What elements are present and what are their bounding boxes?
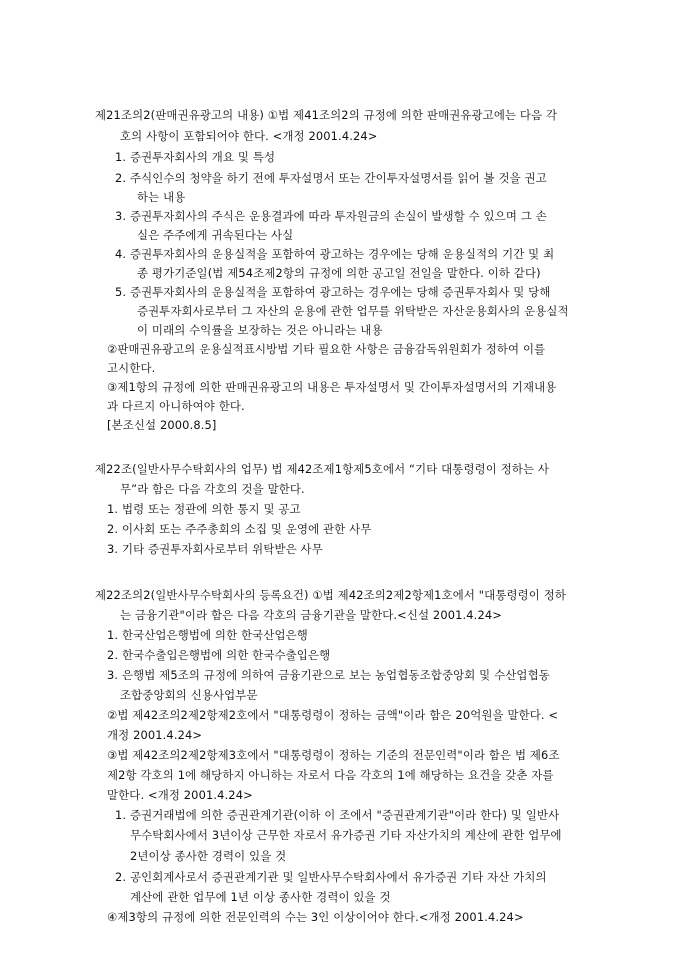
text-line: 개정 2001.4.24> [107, 728, 203, 742]
list-item: 3. 은행법 제5조의 규정에 의하여 금융기관으로 보는 농업협동조합중앙회 및 수산업협동 [107, 668, 550, 682]
text-line: 말한다. <개정 2001.4.24> [107, 788, 253, 802]
list-item: 1. 증권투자회사의 개요 및 특성 [115, 150, 276, 164]
text-line: 과 다르지 아니하여야 한다. [107, 399, 245, 413]
article-heading: 제22조의2(일반사무수탁회사의 등록요건) ①법 제42조의2제2항제1호에서 "대통령령이 정하 [95, 588, 567, 602]
list-item: 1. 법령 또는 정관에 의한 통지 및 공고 [107, 502, 301, 516]
list-item: 3. 기타 증권투자회사로부터 위탁받은 사무 [107, 542, 323, 556]
text-line: 실은 주주에게 귀속된다는 사실 [137, 228, 294, 242]
text-line: 호의 사항이 포함되어야 한다. <개정 2001.4.24> [120, 129, 378, 143]
paragraph: ②판매권유광고의 운용실적표시방법 기타 필요한 사항은 금융감독위원회가 정하여 이를 [107, 342, 546, 356]
text-line: 종 평가기준일(법 제54조제2항의 규정에 의한 공고일 전일을 말한다. 이하 같다) [137, 266, 541, 280]
text-line: 고시한다. [107, 361, 156, 375]
list-item: 2. 주식인수의 청약을 하기 전에 투자설명서 또는 간이투자설명서를 읽어 볼 것을 권고 [115, 171, 547, 185]
list-item: 1. 증권거래법에 의한 증권관계기관(이하 이 조에서 "증권관계기관"이라 한다) 및 일반사 [115, 808, 560, 822]
note-line: [본조신설 2000.8.5] [107, 418, 217, 432]
text-line: 계산에 관한 업무에 1년 이상 종사한 경력이 있을 것 [130, 890, 391, 904]
text-line: 는 금융기관"이라 함은 다음 각호의 금융기관을 말한다.<신설 2001.4.24> [120, 608, 502, 622]
list-item: 2. 이사회 또는 주주총회의 소집 및 운영에 관한 사무 [107, 522, 372, 536]
text-line: 이 미래의 수익률을 보장하는 것은 아니라는 내용 [137, 323, 383, 337]
text-line: 조합중앙회의 신용사업부문 [120, 688, 258, 702]
list-item: 4. 증권투자회사의 운용실적을 포함하여 광고하는 경우에는 당해 운용실적의 기간 및 최 [115, 247, 555, 261]
list-item: 2. 공인회계사로서 증권관계기관 및 일반사무수탁회사에서 유가증권 기타 자산 가치의 [115, 870, 547, 884]
text-line: 증권투자회사로부터 그 자산의 운용에 관한 업무를 위탁받은 자산운용회사의 운용실적 [137, 304, 569, 318]
text-line: 하는 내용 [137, 190, 186, 204]
list-item: 5. 증권투자회사의 운용실적을 포함하여 광고하는 경우에는 당해 증권투자회사 및 당해 [115, 285, 551, 299]
list-item: 3. 증권투자회사의 주식은 운용결과에 따라 투자원금의 손실이 발생할 수 있으며 그 손 [115, 209, 547, 223]
paragraph: ④제3항의 규정에 의한 전문인력의 수는 3인 이상이어야 한다.<개정 2001.4.24> [107, 910, 524, 924]
text-line: 2년이상 종사한 경력이 있을 것 [130, 849, 287, 863]
text-line: 무수탁회사에서 3년이상 근무한 자로서 유가증권 기타 자산가치의 계산에 관한 업무에 [130, 828, 562, 842]
text-line: 제2항 각호의 1에 해당하지 아니하는 자로서 다음 각호의 1에 해당하는 요건을 갖춘 자를 [107, 768, 554, 782]
list-item: 1. 한국산업은행법에 의한 한국산업은행 [107, 628, 308, 642]
article-heading: 제21조의2(판매권유광고의 내용) ①법 제41조의2의 규정에 의한 판매권유광고에는 다음 각 [95, 108, 558, 122]
paragraph: ②법 제42조의2제2항제2호에서 "대통령령이 정하는 금액"이라 함은 20억원을 말한다. < [107, 708, 559, 722]
article-heading: 제22조(일반사무수탁회사의 업무) 법 제42조제1항제5호에서 “기타 대통령령이 정하는 사 [95, 462, 550, 476]
paragraph: ③법 제42조의2제2항제3호에서 "대통령령이 정하는 기준의 전문인력"이라 함은 법 제6조 [107, 748, 560, 762]
paragraph: ③제1항의 규정에 의한 판매권유광고의 내용은 투자설명서 및 간이투자설명서의 기재내용 [107, 380, 557, 394]
text-line: 무”라 함은 다음 각호의 것을 말한다. [120, 482, 305, 496]
list-item: 2. 한국수출입은행법에 의한 한국수출입은행 [107, 648, 331, 662]
